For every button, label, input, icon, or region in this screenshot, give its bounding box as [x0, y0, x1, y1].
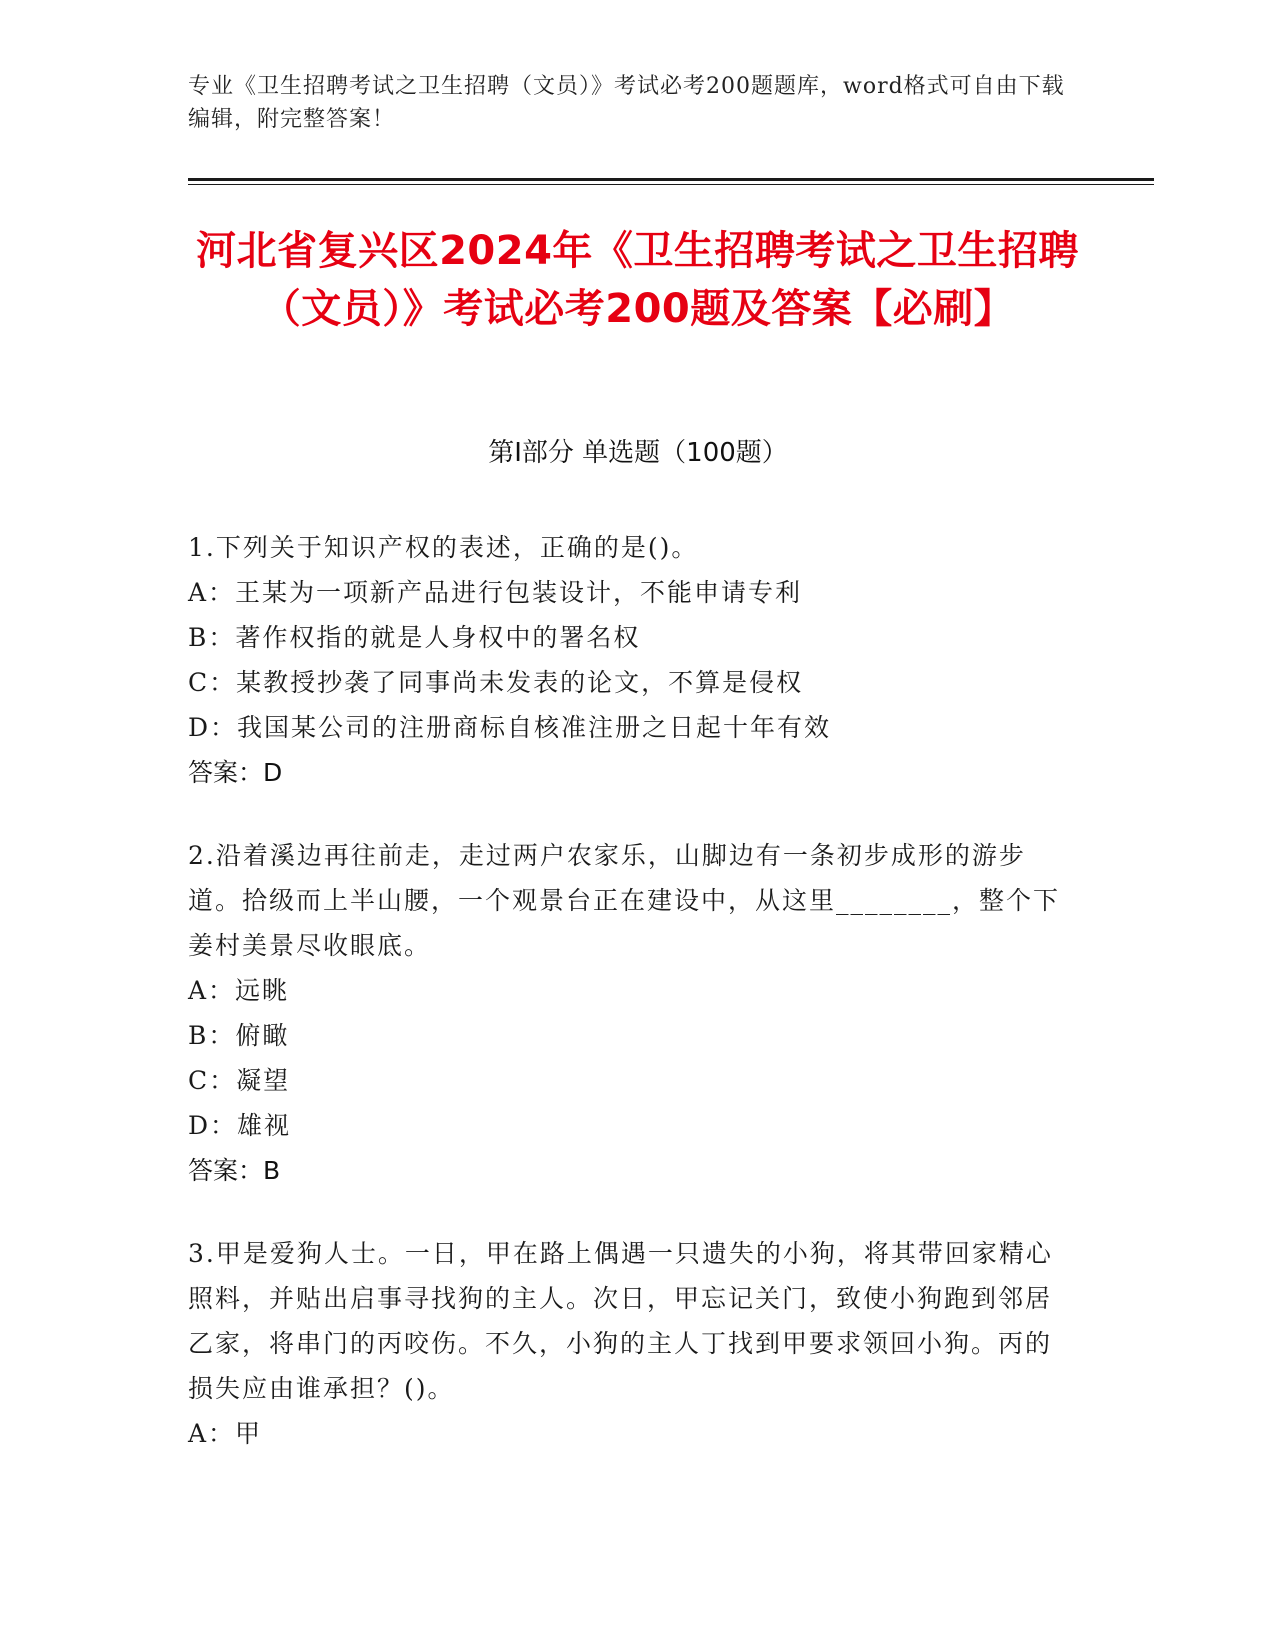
option-a: A：王某为一项新产品进行包装设计，不能申请专利: [188, 578, 803, 607]
option-d: D：雄视: [188, 1111, 292, 1140]
section-title: 第Ⅰ部分 单选题（100题）: [488, 438, 788, 468]
question-list: [188, 525, 1068, 1494]
option-b: B：俯瞰: [188, 1021, 290, 1050]
question-3: [188, 1231, 1068, 1456]
question-stem: 2.沿着溪边再往前走，走过两户农家乐，山脚边有一条初步成形的游步道。拾级而上半山腰，一个观景台正在建设中，从这里________，整个下姜村美景尽收眼底。: [188, 841, 1061, 960]
question-2: [188, 833, 1068, 1193]
option-c: C：凝望: [188, 1066, 291, 1095]
question-stem: 3.甲是爱狗人士。一日，甲在路上偶遇一只遗失的小狗，将其带回家精心照料，并贴出启事寻找狗的主人。次日，甲忘记关门，致使小狗跑到邻居乙家，将串门的丙咬伤。不久，小狗的主人丁找到甲要求领回小狗。丙的损失应由谁承担？()。: [188, 1239, 1053, 1403]
header-divider-thick: [188, 178, 1154, 181]
option-d: D：我国某公司的注册商标自核准注册之日起十年有效: [188, 713, 832, 742]
option-b: B：著作权指的就是人身权中的署名权: [188, 623, 641, 652]
option-c: C：某教授抄袭了同事尚未发表的论文，不算是侵权: [188, 668, 804, 697]
document-title: 河北省复兴区2024年《卫生招聘考试之卫生招聘（文员）》考试必考200题及答案【必刷】: [196, 228, 1079, 332]
answer-label: 答案：D: [188, 758, 283, 787]
answer-label: 答案：B: [188, 1156, 281, 1185]
question-stem: 1.下列关于知识产权的表述，正确的是()。: [188, 533, 699, 562]
option-a: A：甲: [188, 1419, 263, 1448]
option-a: A：远眺: [188, 976, 290, 1005]
question-1: [188, 525, 1068, 795]
header-note: 专业《卫生招聘考试之卫生招聘（文员）》考试必考200题题库，word格式可自由下载编辑，附完整答案！: [188, 74, 1065, 132]
header-divider-thin: [188, 184, 1154, 185]
